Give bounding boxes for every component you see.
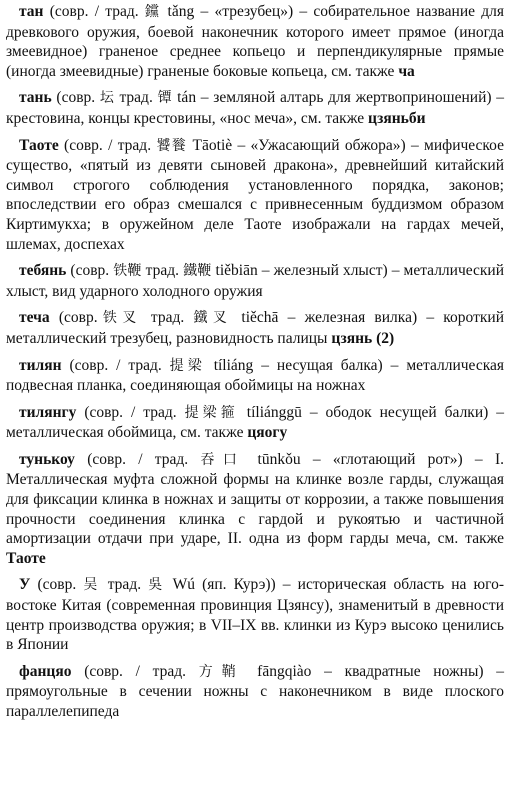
hanzi: 吞口	[200, 451, 246, 468]
cross-reference: цзянь (2)	[331, 329, 395, 347]
headword: тилян	[19, 356, 62, 374]
entry-fantsyao: фанцяо (совр. / трад. 方鞘 fāngqiào – квадратные ножны) – прямоугольные в сечении ножны с наконечником в виде плоского параллелепипеда	[6, 662, 504, 720]
entry-tilyan: тилян (совр. / трад. 提梁 tíliáng – несущая балка) – металлическая подвесная планка, соединяющая обоймицы на ножнах	[6, 356, 504, 395]
hanzi-traditional: 镡	[157, 90, 173, 107]
hanzi: 方鞘	[198, 663, 245, 680]
headword: У	[19, 576, 31, 594]
entry-tan: тан (совр. / трад. 钂 tǎng – «трезубец») – собирательное название для древкового оружия, боевой наконечник которого имеет прямое (иногда змеевидное) граненое среднее копьецо и перпендикулярные прямые (иногда змеевидные) граненые боковые копьеца, см. также ча	[6, 3, 504, 80]
entry-tilyangu: тилянгу (совр. / трад. 提梁箍 tíliánggū – ободок несущей балки) – металлическая обоймица, см. также цяогу	[6, 403, 504, 442]
headword: тан	[19, 3, 44, 20]
hanzi: 钂	[144, 4, 162, 20]
entry-tunkou: тунькоу (совр. / трад. 吞口 tūnkǒu – «глотающий рот») – I. Металлическая муфта сложной формы на клинке возле гарды, служащая для фиксации клинка в ножнах и защиты от коррозии, а также повышения прочности соединения клинка с гардой и рукоятью и частичной амортизации отдачи при ударе, II. одна из форм гарды меча, см. также Таоте	[6, 450, 504, 567]
hanzi: 坛	[99, 90, 115, 107]
hanzi: 铁鞭	[113, 263, 142, 280]
hanzi: 提梁	[169, 357, 206, 374]
entry-techa: теча (совр.铁叉 трад. 鐵叉 tiěchā – железная вилка) – короткий металлический трезубец, разновидность палицы цзянь (2)	[6, 309, 504, 347]
headword: тунькоу	[19, 450, 75, 468]
entry-tan-2: тань (совр. 坛 трад. 镡 tán – земляной алтарь для жертвоприношений) – крестовина, концы крестовины, «нос меча», см. также цзяньби	[6, 89, 505, 127]
hanzi: 吴	[83, 577, 101, 594]
hanzi-traditional: 鐵叉	[193, 310, 233, 327]
cross-reference: ча	[398, 62, 415, 80]
headword: фанцяо	[19, 662, 72, 680]
cross-reference: цяогу	[247, 424, 288, 442]
cross-reference: Таоте	[6, 549, 46, 567]
hanzi: 饕餮	[156, 137, 188, 154]
headword: тилянгу	[19, 403, 77, 421]
hanzi: 提梁箍	[184, 404, 239, 421]
headword: тебянь	[19, 262, 67, 280]
headword: теча	[19, 309, 50, 327]
entry-tebyan: тебянь (совр. 铁鞭 трад. 鐵鞭 tiěbiān – железный хлыст) – металлический хлыст, вид ударного холодного оружия	[6, 262, 505, 300]
cross-reference: цзяньби	[367, 109, 426, 127]
entry-taote: Таоте (совр. / трад. 饕餮 Tāotiè – «Ужасающий обжора») – мифическое существо, «пятый из девяти сыновей дракона», древнейший китайский символ строгого соблюдения установленного порядка, законов; впоследствии его образ смешался с привнесенным буддизмом образом Киртимукха; в оружейном деле Таоте изображали на гардах мечей, шлемах, доспехах	[6, 136, 504, 253]
entry-u: У (совр. 吴 трад. 吳 Wú (яп. Курэ)) – историческая область на юго-востоке Китая (современная провинция Цзянсу), знаменитый в древности центр производства оружия; в VII–IX вв. клинки из Курэ высоко ценились в Японии	[6, 576, 505, 654]
hanzi-traditional: 吳	[148, 577, 166, 594]
headword: Таоте	[19, 136, 59, 154]
hanzi-traditional: 鐵鞭	[183, 263, 212, 280]
hanzi: 铁叉	[97, 310, 142, 327]
headword: тань	[19, 89, 52, 107]
